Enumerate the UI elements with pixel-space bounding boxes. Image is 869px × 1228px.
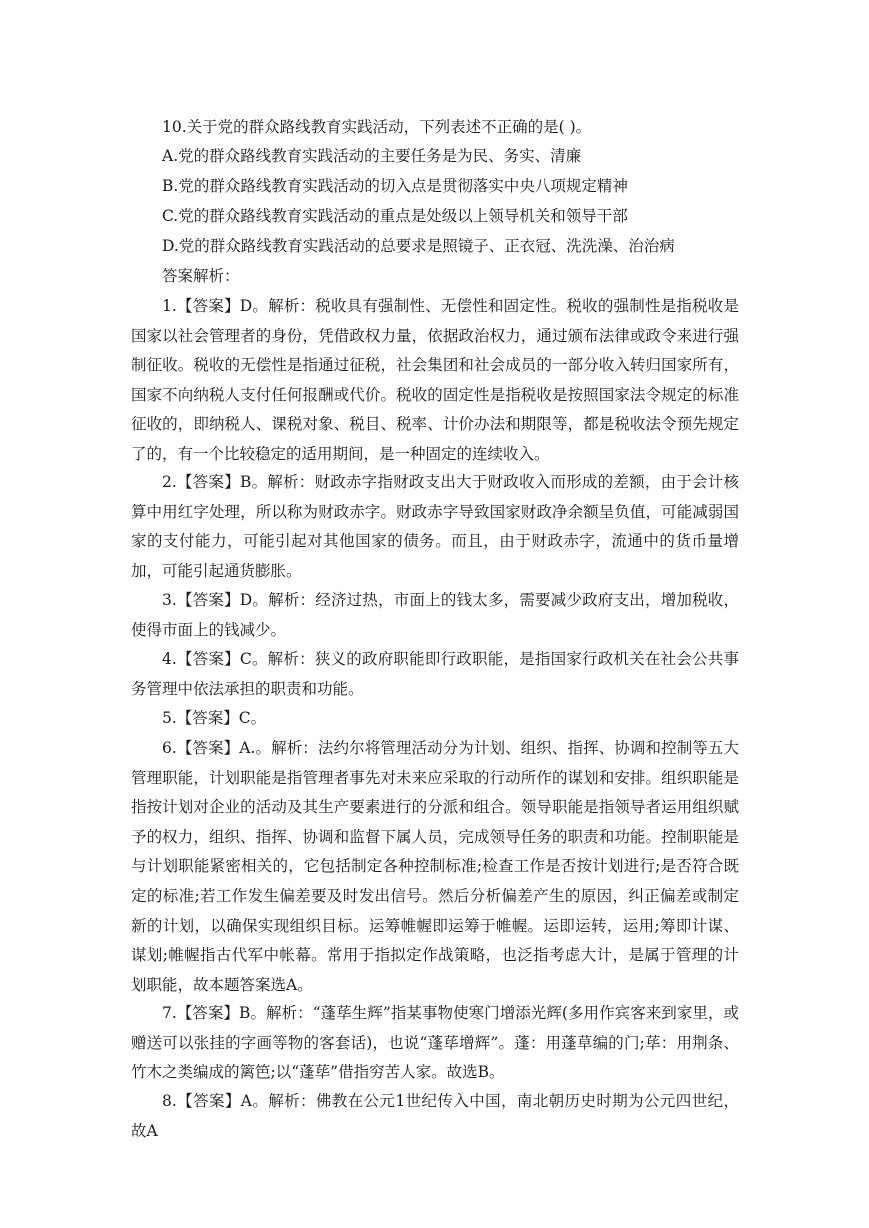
option-d: D.党的群众路线教育实践活动的总要求是照镜子、正衣冠、洗洗澡、治治病 <box>162 237 675 255</box>
answer-2 <box>131 468 739 586</box>
answer-text: 8.【答案】A。解析：佛教在公元1世纪传入中国，南北朝历史时期为公元四世纪，故A <box>131 1092 739 1140</box>
option-a: A.党的群众路线教育实践活动的主要任务是为民、务实、清廉 <box>162 147 582 165</box>
answer-3 <box>131 586 739 645</box>
answer-4 <box>131 645 739 704</box>
option-c: C.党的群众路线教育实践活动的重点是处级以上领导机关和领导干部 <box>162 207 628 225</box>
answer-text: 4.【答案】C。解析：狭义的政府职能即行政职能，是指国家行政机关在社会公共事务管理中依法承担的职责和功能。 <box>131 650 739 698</box>
answer-text: 1.【答案】D。解析：税收具有强制性、无偿性和固定性。税收的强制性是指税收是国家以社会管理者的身份，凭借政权力量，依据政治权力，通过颁布法律或政令来进行强制征收。税收的无偿性是指通过征税，社会集团和社会成员的一部分收入转归国家所有，国家不向纳税人支付任何报酬或代价。税收的固定性是指税收是按照国家法令规定的标准征收的，即纳税人、课税对象、税目、税率、计价办法和期限等，都是税收法令预先规定了的，有一个比较稳定的适用期间，是一种固定的连续收入。 <box>131 297 739 463</box>
answer-text: 5.【答案】C。 <box>162 709 267 727</box>
answers-heading: 答案解析： <box>162 267 240 285</box>
answer-text: 2.【答案】B。解析：财政赤字指财政支出大于财政收入而形成的差额，由于会计核算中用红字处理，所以称为财政赤字。财政赤字导致国家财政净余额呈负值，可能减弱国家的支付能力，可能引起对其他国家的债务。而且，由于财政赤字，流通中的货币量增加，可能引起通货膨胀。 <box>131 473 739 580</box>
answer-text: 7.【答案】B。解析：“蓬荜生辉”指某事物使寒门增添光辉(多用作宾客来到家里，或赠送可以张挂的字画等物的客套话)，也说“蓬荜增辉”。蓬：用蓬草编的门;荜：用荆条、竹木之类编成的篱笆;以“蓬荜”借指穷苦人家。故选B。 <box>131 1004 739 1082</box>
question-stem: 10.关于党的群众路线教育实践活动，下列表述不正确的是( )。 <box>162 118 592 136</box>
answer-5 <box>131 704 739 734</box>
answer-text: 6.【答案】A.。解析：法约尔将管理活动分为计划、组织、指挥、协调和控制等五大管理职能，计划职能是指管理者事先对未来应采取的行动所作的谋划和安排。组织职能是指按计划对企业的活动及其生产要素进行的分派和组合。领导职能是指领导者运用组织赋予的权力，组织、指挥、协调和监督下属人员，完成领导任务的职责和功能。控制职能是与计划职能紧密相关的，它包括制定各种控制标准;检查工作是否按计划进行;是否符合既定的标准;若工作发生偏差要及时发出信号。然后分析偏差产生的原因，纠正偏差或制定新的计划，以确保实现组织目标。运筹帷幄即运筹于帷幄。运即运转，运用;筹即计谋、谋划;帷幄指古代军中帐幕。常用于指拟定作战策略，也泛指考虑大计，是属于管理的计划职能，故本题答案选A。 <box>131 739 739 994</box>
answer-6 <box>131 734 739 1000</box>
answer-1 <box>131 292 739 470</box>
answer-8 <box>131 1087 739 1146</box>
answer-text: 3.【答案】D。解析：经济过热，市面上的钱太多，需要减少政府支出，增加税收，使得市面上的钱减少。 <box>131 591 739 639</box>
answer-7 <box>131 999 739 1088</box>
option-b: B.党的群众路线教育实践活动的切入点是贯彻落实中央八项规定精神 <box>162 177 628 195</box>
